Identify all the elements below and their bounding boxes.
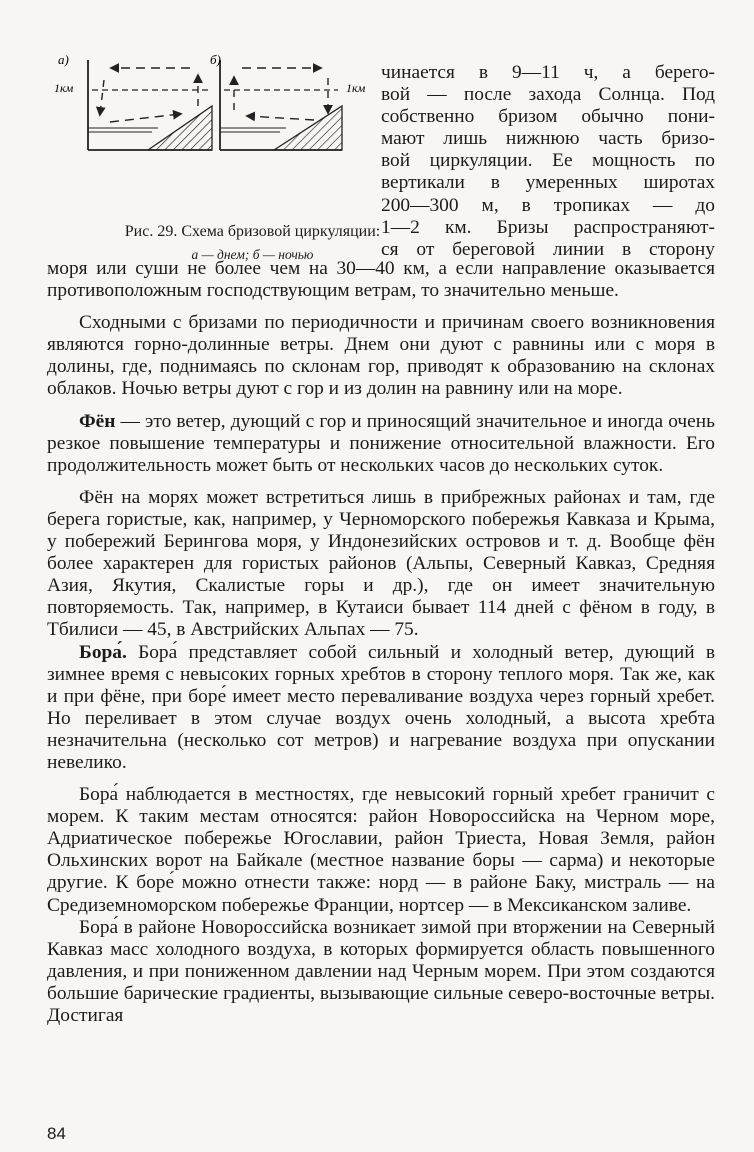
label-b: б) — [210, 52, 221, 67]
height-label-left: 1км — [54, 81, 74, 95]
bora-definition: Бора́ представляет собой сильный и холодный ветер, дующий в зимнее время с невысоких горных хребтов в сторону теплого моря. Так же, как и при фёне, при боре́ имеет место переваливание воздуха через горный хребет. Но переливает в этом случае воздух очень холодный, а высота хребта незначительна (несколько сот метров) и нагревание воздуха при опускании невелико. — [47, 641, 715, 773]
term-bora: Бора́. — [79, 641, 127, 663]
side-line: вой — после захода Солнца. Под — [381, 84, 715, 106]
caption-main: Рис. 29. Схема бризовой циркуляции: — [124, 223, 381, 240]
paragraph-breeze-end: моря или суши не более чем на 30—40 км, а если направление оказывается противоположным господствующим ветрам, то значительно меньше. — [47, 258, 715, 302]
side-line: вертикали в умеренных широтах — [381, 172, 715, 194]
side-line: 200—300 м, в тропиках — до — [381, 194, 715, 216]
paragraph-foehn — [47, 411, 715, 477]
side-column-text — [381, 62, 715, 261]
term-foehn: Фён — [79, 410, 116, 432]
night-panel — [210, 52, 366, 150]
foehn-definition: — это ветер, дующий с гор и приносящий значительное и иногда очень резкое повышение температуры и понижение относительной влажности. Его продолжительность может быть от нескольких часов до нескольких суток. — [47, 410, 715, 476]
label-a: а) — [58, 52, 69, 67]
side-line: мают лишь нижнюю часть бризо- — [381, 128, 715, 150]
side-line: собственно бризом обычно пони- — [381, 106, 715, 128]
day-panel — [54, 52, 212, 150]
paragraph-bora — [47, 642, 715, 775]
paragraph-bora-novorossiysk: Бора́ в районе Новороссийска возникает зимой при вторжении на Северный Кавказ масс холодного воздуха, в которых формируется область повышенного давления, и при пониженном давлении над Черным морем. При этом создаются большие барические градиенты, вызывающие сильные северо-восточные ветры. Достигая — [47, 916, 715, 1026]
page-number: 84 — [47, 1124, 66, 1143]
main-text — [47, 258, 715, 1027]
caption-sub: а — днем; б — ночью — [191, 247, 314, 262]
paragraph-foehn-regions: Фён на морях может встретиться лишь в прибрежных районах и там, где берега гористые, как, например, у Черноморского побережья Кавказа и Крыма, у побережий Берингова моря, у Индонезийских островов и т. д. Вообще фён более характерен для гористых районов (Альпы, Северный Кавказ, Средняя Азия, Якутия, Скалистые горы и др.), где он имеет значительную повторяемость. Так, например, в Кутаиси бывает 114 дней с фёном в году, в Тбилиси — 45, в Австрийских Альпах — 75. — [47, 486, 715, 641]
breeze-diagram — [52, 50, 382, 170]
height-label-right: 1км — [346, 81, 366, 95]
side-line: чинается в 9—11 ч, а берего- — [381, 62, 715, 83]
side-line: 1—2 км. Бризы распространяют- — [381, 216, 715, 238]
side-line: вой циркуляции. Ее мощность по — [381, 150, 715, 172]
side-line: ся от береговой линии в сторону — [381, 238, 715, 260]
paragraph-mountain-valley: Сходными с бризами по периодичности и причинам своего возникновения являются горно-долинные ветры. Днем они дуют с равнины или с моря в долины, где, поднимаясь по склонам гор, приводят к образованию на склонах облаков. Ночью ветры дуют с гор и из долин на равнину или на море. — [47, 312, 715, 400]
paragraph-bora-locations: Бора́ наблюдается в местностях, где невысокий горный хребет граничит с морем. К таким местам относятся: район Новороссийска на Черном море, Адриатическое побережье Югославии, район Триеста, Новая Земля, район Ольхинских ворот на Байкале (местное название боры — сарма) и некоторые другие. К боре́ можно отнести также: норд — в районе Баку, мистраль — на Средиземноморском побережье Франции, нортсер — в Мексиканском заливе. — [47, 784, 715, 916]
